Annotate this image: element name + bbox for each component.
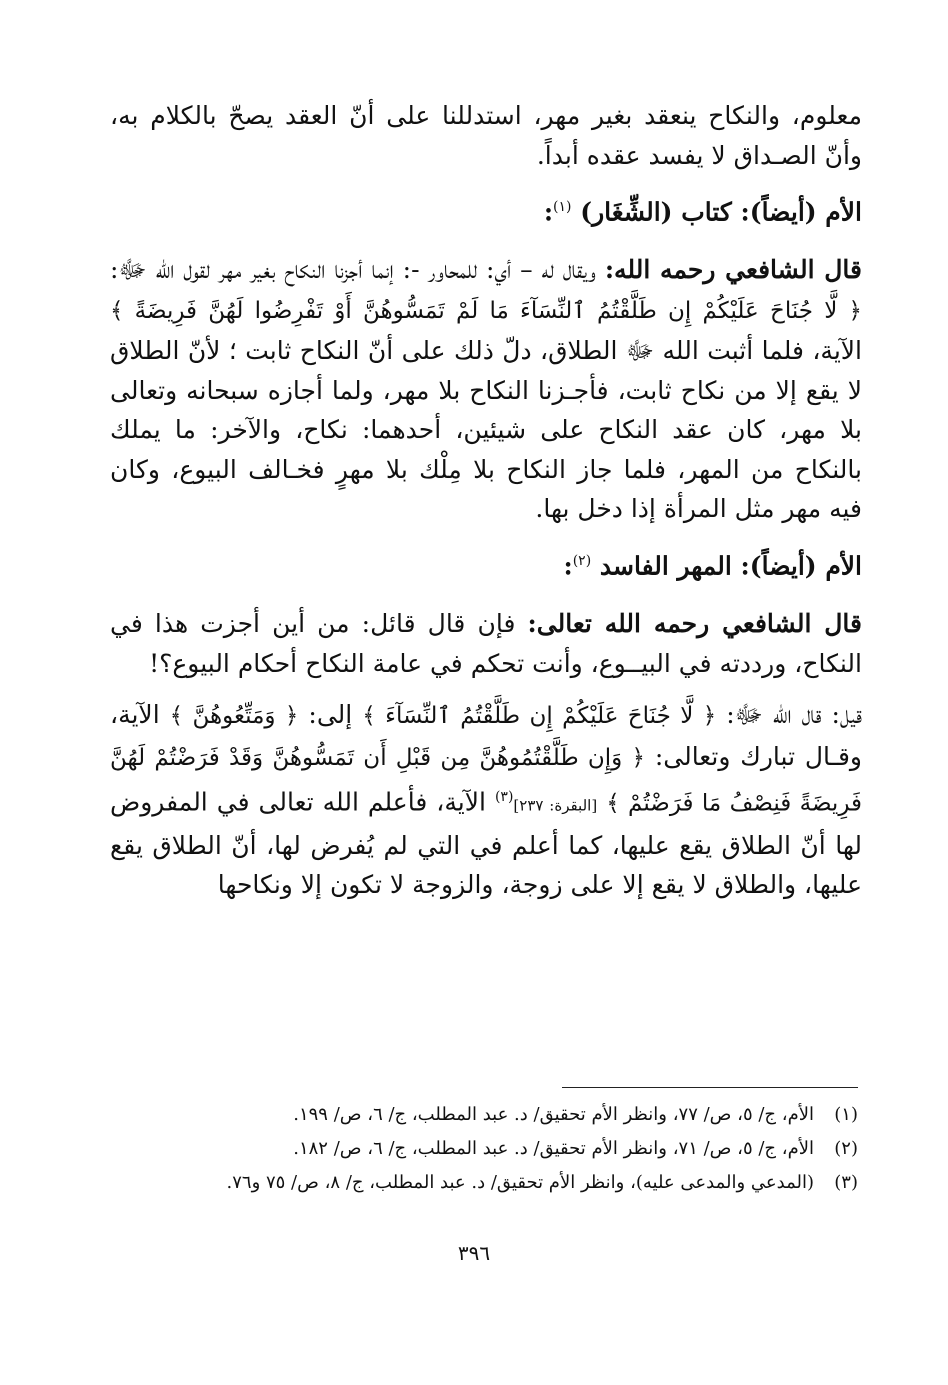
footnote-3 [178, 1166, 858, 1200]
paragraph-text: قيل: قال الله ﷻ: [726, 700, 863, 730]
heading-text: الأم (أيضاً): المهر الفاسد [599, 551, 862, 581]
verse-citation: [البقرة: ٢٣٧] [513, 796, 598, 815]
footnote-number: (١) [834, 1104, 858, 1125]
quran-verse: ﴿ لَّا جُنَاحَ عَلَيْكُمْ إِن طَلَّقْتُمُ ٱلنِّسَآءَ مَا لَمْ تَمَسُّوهُنَّ أَوْ تَفْرِضُوا لَهُنَّ فَرِيضَةً ﴾ [110, 297, 862, 324]
footnote-2 [178, 1132, 858, 1166]
footnote-ref-3[interactable]: (٣) [494, 789, 514, 806]
heading-colon: : [543, 197, 554, 227]
paragraph-text: معلوم، والنكاح ينعقد بغير مهر، استدللنا على أنّ العقد يصحّ بالكلام به، وأنّ الصـداق لا يفسد عقده أبداً. [110, 101, 862, 170]
paragraph-shafii-2 [110, 604, 862, 683]
footnote-ref-1[interactable]: (١) [553, 199, 572, 215]
footnote-text: الأم، ج/ ٥، ص/ ٧١، وانظر الأم تحقيق/ د. عبد المطلب، ج/ ٦، ص/ ١٨٢. [293, 1138, 814, 1159]
page-number: ٣٩٦ [457, 1241, 491, 1265]
footnotes [178, 1098, 858, 1200]
paragraph-text: الآية، وقـال تبارك وتعالى: [110, 700, 863, 771]
footnote-number: (٣) [834, 1172, 858, 1193]
section-heading-shighar [110, 189, 862, 230]
quran-verse: ﴿ لَّا جُنَاحَ عَلَيْكُمْ إِن طَلَّقْتُمُ ٱلنِّسَآءَ ﴾ [362, 703, 717, 730]
paragraph-text: الآية، فلما أثبت الله ﷻ الطلاق، دلّ ذلك على أنّ النكاح ثابت ؛ لأنّ الطلاق لا يقع إلا من نكاح ثابت، فأجـزنا النكاح بلا مهر، ولما أجازه سبحانه وتعالى بلا مهر، كان عقد النكاح على شيئين، أحدهما: نكاح، والآخر: ما يملك بالنكاح من المهر، فلما جاز النكاح بلا مِلْك بلا مهرٍ فخـالف البيوع، وكان فيه مهر مثل المرأة إذا دخل بها. [110, 336, 862, 524]
speaker-lead: قال الشافعي رحمه الله تعالى: [527, 609, 862, 639]
speaker-lead: قال الشافعي رحمه الله: [604, 255, 862, 285]
paragraph-text: ويقال له – أي: للمحاور -: إنما أجزنا النكاح بغير مهر لقول الله ﷻ: [110, 255, 596, 285]
footnote-number: (٢) [834, 1138, 858, 1159]
paragraph-text: إلى: [308, 700, 353, 730]
paragraph-continuation [110, 96, 862, 175]
paragraph-text: فإن قال قائل: من أين أجزت هذا في النكاح، ورددته في البيــوع، وأنت تحكم في عامة النكاح أحكام البيوع؟! [110, 609, 862, 678]
heading-colon: : [563, 551, 573, 581]
paragraph-text: الآية، فأعلم الله تعالى في المفروض لها أنّ الطلاق يقع عليها، كما أعلم في التي لم يُفرض لها، أنّ الطلاق يقع عليها، والطلاق لا يقع إلا على زوجة، والزوجة لا تكون إلا ونكاحها [110, 787, 862, 900]
section-heading-mahr [110, 543, 862, 584]
footnote-text: الأم، ج/ ٥، ص/ ٧٧، وانظر الأم تحقيق/ د. عبد المطلب، ج/ ٦، ص/ ١٩٩. [293, 1104, 814, 1125]
quran-verse: ﴿ وَمَتِّعُوهُنَّ ﴾ [169, 703, 299, 730]
quran-verse: ﴿ وَإِن طَلَّقْتُمُوهُنَّ مِن قَبْلِ أَن تَمَسُّوهُنَّ وَقَدْ فَرَضْتُمْ لَهُنَّ فَرِيضَةً فَنِصْفُ مَا فَرَضْتُمْ ﴾ [110, 744, 862, 817]
footnote-ref-2[interactable]: (٢) [572, 552, 592, 569]
footnote-1 [178, 1098, 858, 1132]
footnote-text: (المدعي والمدعى عليه)، وانظر الأم تحقيق/ د. عبد المطلب، ج/ ٨، ص/ ٧٥ و٧٦. [226, 1172, 814, 1193]
page-body [110, 96, 862, 905]
heading-text: الأم (أيضاً): كتاب (الشِّغَار) [580, 197, 862, 227]
spacer [110, 683, 862, 695]
paragraph-reply [110, 695, 862, 905]
paragraph-shafii-1 [110, 250, 862, 529]
footnote-divider [562, 1087, 858, 1088]
